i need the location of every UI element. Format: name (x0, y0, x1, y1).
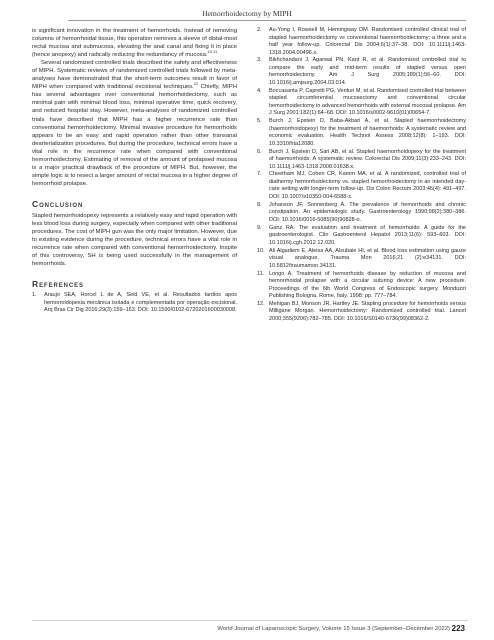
reference-item (257, 271, 466, 301)
reference-text: Burch J, Epstein D, Baba-Akbari A, et al. Stapled haemorrhoidectomy (haemorrhoidopexy) for the treatment of haemorrhoids: A systematic review and economic evaluation. Health Technol Assess 2008;12(8): 1–193. DOI: 10.3310/hta12080. (269, 118, 466, 147)
reference-item (257, 27, 466, 57)
reference-number: 1. (32, 292, 37, 299)
reference-number: 10. (257, 247, 265, 254)
citation-12: 12 (193, 81, 199, 87)
body-paragraph-2 (32, 59, 237, 188)
right-column (257, 27, 466, 324)
reference-item (257, 171, 466, 201)
journal-citation: World Journal of Laparoscopic Surgery, Volume 15 Issue 3 (September–December 2022) (217, 626, 450, 632)
reference-item (257, 57, 466, 87)
reference-number: 3. (257, 57, 262, 64)
reference-number: 5. (257, 118, 262, 125)
reference-item (257, 225, 466, 248)
conclusion-paragraph: Stapled hemorrhoidopexy represents a relatively easy and rapid operation with less blood loss during surgery, especially when compared with other traditional procedures. The cost of MIPH gun was the only major limitation. However, due to existing evidence during the procedure, technical errors have a vital role in recurrence rate when compared with conventional hemorrhoidectomy. Inspite of this controversy, SH is being used successfully in the management of hemorrhoids. (32, 212, 237, 268)
reference-text: Araujo SEA, Horcel L de A, Seid VE, et al. Resultados tardios apos hemorroidopexia mecânica isolada e complementada por operação excisional. Arq Bras Cir Dig 2016;29(3):159–163. DOI: 10.1590/0102-6720201600030008. (44, 292, 237, 314)
header-divider (68, 20, 466, 21)
reference-number: 2. (257, 27, 262, 33)
reference-list-left (32, 292, 237, 315)
reference-text: Ali Algadiem E, Aleisa AA, Alsubaie HI, et al. Blood loss estimation using gauze visual analogue. Trauma Mon 2016;21 (2):e34131. DOI: 10.5812/traumamon.34131. (269, 247, 466, 269)
reference-number: 11. (257, 270, 265, 277)
reference-item (257, 88, 466, 118)
body-paragraph-1-text: is significant innovation in the treatment of hemorrhoids. Instead of removing columns of hemorrhoidal tissue, this operation removes a sleeve of distal-most rectal mucosa and submucosa, elevating the anal canal and fixing it in place (hence anopexy) and radically reducing the redundancy of mucosa. (32, 28, 237, 59)
reference-item (257, 248, 466, 271)
reference-number: 6. (257, 148, 262, 155)
reference-text: Au-Yong I, Rowsell M, Hemingway DM. Randomised controlled clinical trial of stapled haemorrhoidectomy vs conventional haemorrhoidectomy; a three and a half year follow-up. Colorectal Dis 2004;6(1):37–38. DOI: 10.1111/j.1463-1318.2004.00496.x. (269, 27, 466, 56)
reference-item (32, 292, 237, 315)
reference-text: Bikhchandani J, Agarwal PN, Kant R, et al. Randomized controlled trial to compare the early and mid-term results of stapled versus open hemorrhoidectomy. Am J Surg 2005;189(1):56–60. DOI: 10.1016/j.amjsurg.2004.03.014. (269, 57, 466, 86)
body-paragraph-1 (32, 27, 237, 59)
reference-number: 12. (257, 300, 265, 307)
reference-text: Burch J, Epstein D, Sari AB, et al. Stapled haemorrhoidopexy for the treatment of haemorrhoids: A systematic review. Colorectal Dis 2009;11(3):233–243. DOI: 10.1111/j.1463-1318.2008.01638.x. (269, 148, 466, 170)
body-paragraph-2-text: Several randomized controlled trials described the safety and effectiveness of MIPH. Systematic reviews of randomized controlled trials followed by meta-analyses have demonstrated that the short-term outcomes result in favor of MIPH when compared with traditional excisional techniques. (32, 60, 237, 91)
reference-number: 9. (257, 224, 262, 231)
reference-text: Boccasanta P, Capretti PG, Venturi M, et al. Randomised controlled trial between stapled circumferential mucosectomy and conventional circular hemorrhoidectomy in advanced hemorrhoids with external mucosal prolapse. Am J Surg 2001;182(1):64–68. DOI: 10.1016/s0002-9610(01)00654-7. (269, 87, 466, 117)
reference-item (257, 202, 466, 225)
footer-divider (32, 620, 468, 621)
reference-item (257, 118, 466, 148)
reference-text: Longo A. Treatment of hemorrhoids disease by reduction of mucosa and hemorrhoidal prolapse with a circular suturing device: A new procedure. Proceedings of the 6th World Congress of Endoscopic surgery. Monduzzi Publishing Bologna, Rome, Italy. 1998: pp. 777–784. (269, 270, 466, 300)
reference-number: 4. (257, 87, 262, 94)
reference-item (257, 301, 466, 324)
reference-text: Cheetham MJ, Cohen CR, Kamm MA, et al. A randomized, controlled trial of diathermy hemorrhoidectomy vs. stapled hemorrhoidectomy in an intended day-care setting with longer-term follow-up. Dis Colon Rectum 2003;46(4): 491–497. DOI: 10.1007/s10350-004-6588-z. (269, 171, 466, 200)
running-header: Hemorrhoidectomy by MIPH (202, 9, 292, 18)
citation-10-11: 10,11 (207, 49, 218, 55)
reference-item (257, 149, 466, 172)
reference-number: 7. (257, 171, 262, 178)
references-heading: References (32, 279, 84, 290)
reference-list-right (257, 27, 466, 323)
left-column (32, 27, 237, 315)
reference-text: Mehigan BJ, Monson JR, Hartley JE. Stapling procedure for hemorrhoids versus Milligane Morgan. Hemorrhoidectomy: Randomized controlled trial. Lancet 2000;355(9206):782–785. DOI: 10.1016/S0140-6736(99)08362-2. (269, 300, 466, 322)
body-paragraph-3-text: Chiefly, MIPH has several advantages over conventional hemorrhoidectomy, such as minimal pain with minimal blood loss, minimal operative time, quick recovery, and reduced hospital stay. However, meta-analyses of randomized controlled trials have described that MIPH has a higher recurrence rate than conventional hemorrhoidectomy. Minimal invasive procedure for hemorrhoids appears to be an easy and rapid operation rather than other transanal dearterialization procedures. But during the procedure, technical errors have a vital role in the recurrence rate when compared with conventional hemorrhoidectomy. Estimating of removal of the amount of prolapsed mucosa is a major practical drawback of the procedure of MIPH. But, however, the simple logic is to resect a larger amount of rectal mucosa in a higher degree of hemorrhoid prolapse. (32, 84, 237, 187)
conclusion-heading: Conclusion (32, 198, 84, 209)
page-number: 223 (451, 624, 465, 633)
page-footer (0, 625, 494, 637)
reference-text: Ganz RA. The evaluation and treatment of hemorrhoids: A guide for the gastroenterologist. Clin Gastroenterol Hepatol 2013;11(6): 593–603. DOI: 10.1016/j.cgh.2012.12.020. (269, 224, 466, 246)
reference-number: 8. (257, 201, 262, 208)
reference-text: Johanson JF, Sonnenberg A. The prevalence of hemorrhoids and chronic constipation. An epidemiologic study. Gastroenterology 1990;98(2):380–386. DOI: 10.1016/0016-5085(90)90828-o. (269, 201, 466, 223)
